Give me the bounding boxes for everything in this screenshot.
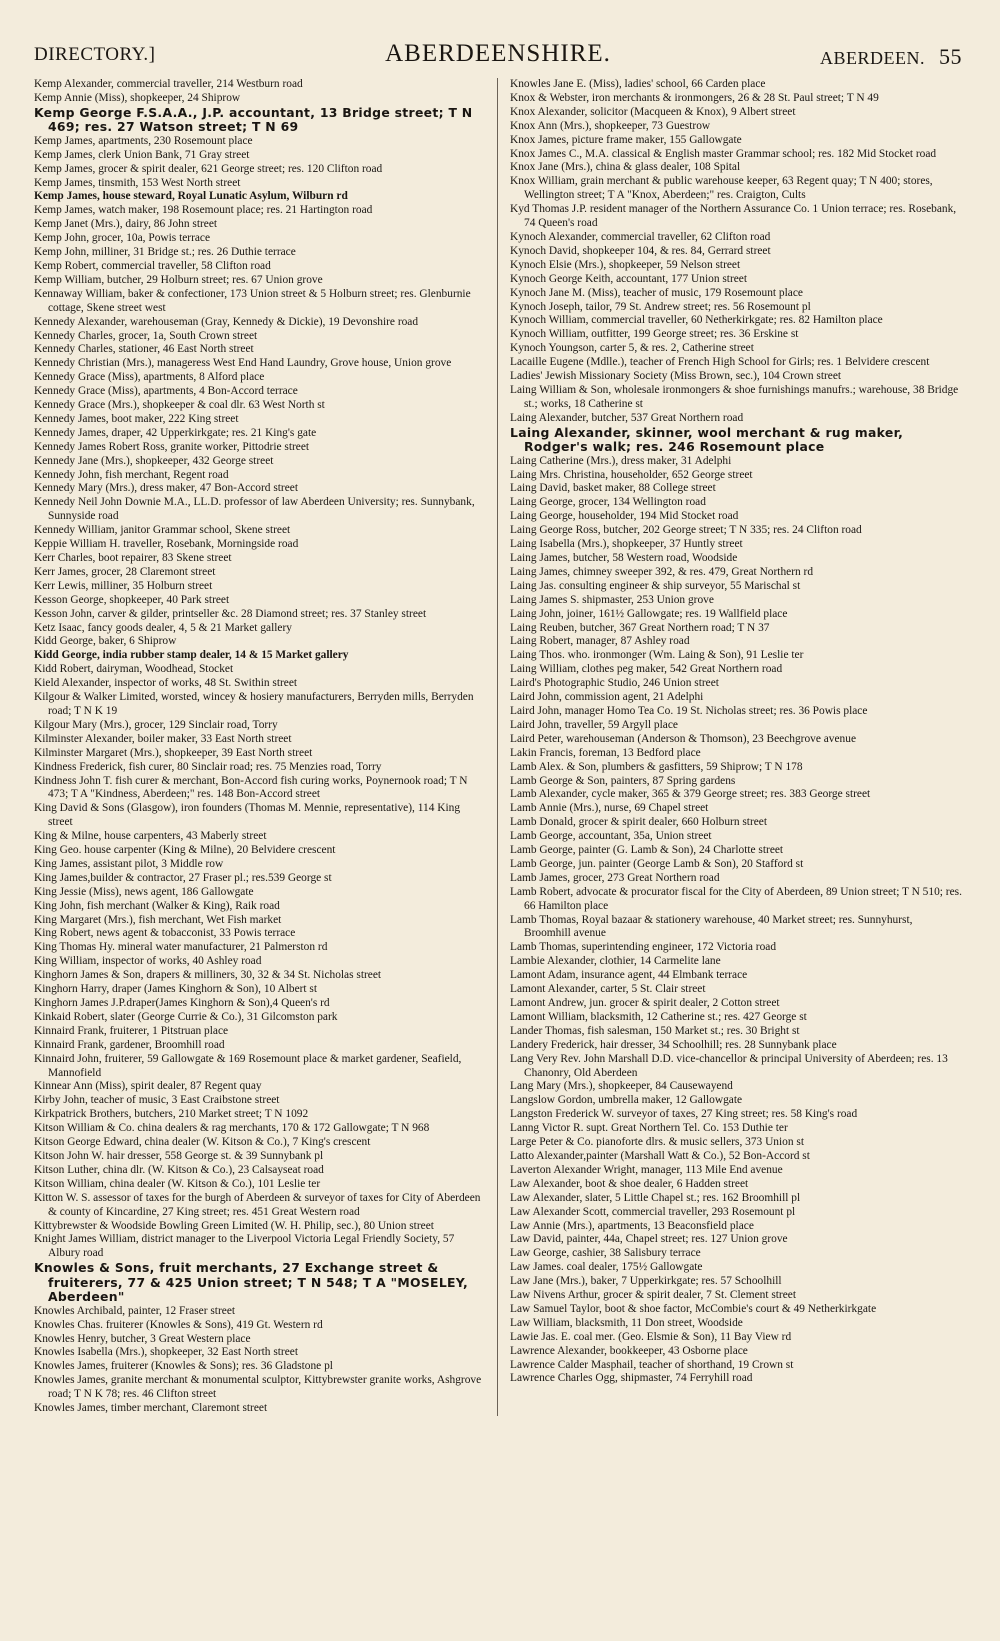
directory-entry: Lamont Adam, insurance agent, 44 Elmbank terrace [510,969,748,982]
directory-entry: Laing James, butcher, 58 Western road, Woodside [510,552,738,564]
directory-entry: Kennedy Grace (Miss), apartments, 8 Alford place [34,371,265,384]
directory-entry: Ladies' Jewish Missionary Society (Miss Brown, sec.), 104 Crown street [510,370,842,383]
header-county-title: ABERDEENSHIRE. [385,40,611,67]
directory-entry: Kennedy Jane (Mrs.), shopkeeper, 432 George street [34,454,274,467]
directory-entry: Kindness John T. fish curer & merchant, Bon-Accord fish curing works, Poynernook road; T N 473; T A "Kindness, Aberdeen;" res. 148 Bon-Accord street [34,774,468,801]
directory-entry: Kirkpatrick Brothers, butchers, 210 Market street; T N 1092 [34,1108,309,1121]
directory-entry: Laing David, basket maker, 88 College street [510,482,716,495]
directory-entry: Kemp John, milliner, 31 Bridge st.; res. 26 Duthie terrace [34,246,296,259]
directory-entry: Ketz Isaac, fancy goods dealer, 4, 5 & 21 Market gallery [34,621,292,634]
directory-entry: Lamb Annie (Mrs.), nurse, 69 Chapel street [510,802,709,815]
directory-entry: Kynoch Elsie (Mrs.), shopkeeper, 59 Nelson street [510,258,741,271]
directory-entry: Knox Alexander, solicitor (Macqueen & Knox), 9 Albert street [510,105,796,118]
directory-entry: Lawrence Charles Ogg, shipmaster, 74 Ferryhill road [510,1372,753,1385]
directory-entry: Lamb Robert, advocate & procurator fiscal for the City of Aberdeen, 89 Union street; T N 510; res. 66 Hamilton place [510,885,962,912]
directory-entry: Kemp William, butcher, 29 Holburn street; res. 67 Union grove [34,273,323,286]
directory-entry: Laing George Ross, butcher, 202 George street; T N 335; res. 24 Clifton road [510,524,862,537]
directory-entry: Kerr James, grocer, 28 Claremont street [34,565,216,578]
directory-entry: Kitson Luther, china dlr. (W. Kitson & Co.), 23 Calsayseat road [34,1163,324,1176]
directory-entry: King Jessie (Miss), news agent, 186 Gallowgate [34,885,254,898]
directory-entry: Kitton W. S. assessor of taxes for the burgh of Aberdeen & surveyor of taxes for City of Aberdeen & county of Kincardine, 27 King street; res. 451 Great Western road [34,1191,481,1218]
directory-entry: Lawrence Calder Masphail, teacher of shorthand, 19 Crown st [510,1358,794,1371]
directory-entry: Laird Peter, warehouseman (Anderson & Thomson), 23 Beechgrove avenue [510,732,857,745]
directory-entry: Knight James William, district manager to the Liverpool Victoria Legal Friendly Society, 57 Albury road [34,1233,455,1260]
directory-entry: Laing William, clothes peg maker, 542 Great Northern road [510,663,783,676]
directory-entry: Kilgour & Walker Limited, worsted, wincey & hosiery manufacturers, Berryden mills, Berryden road; T N K 19 [34,691,474,717]
directory-entry: Lang Mary (Mrs.), shopkeeper, 84 Causewayend [510,1080,733,1093]
directory-entry: Kitson John W. hair dresser, 558 George st. & 39 Sunnybank pl [34,1149,324,1162]
directory-entry: Law Jane (Mrs.), baker, 7 Upperkirkgate; res. 57 Schoolhill [510,1275,782,1288]
directory-entry: Lamb Alexander, cycle maker, 365 & 379 George street; res. 383 George street [510,788,871,801]
directory-entry: Kittybrewster & Woodside Bowling Green Limited (W. H. Philip, sec.), 80 Union street [34,1219,434,1232]
directory-entry: Lamb Donald, grocer & spirit dealer, 660 Holburn street [510,816,768,829]
directory-entry: Laird John, traveller, 59 Argyll place [510,718,678,731]
directory-entry: Kennedy Grace (Mrs.), shopkeeper & coal dlr. 63 West North st [34,399,325,412]
directory-entry: Kitson George Edward, china dealer (W. Kitson & Co.), 7 King's crescent [34,1136,371,1149]
directory-entry: Latto Alexander,painter (Marshall Watt & Co.), 52 Bon-Accord st [510,1149,810,1162]
directory-entry: Lamb George, jun. painter (George Lamb & Son), 20 Stafford st [510,857,804,870]
directory-entry: Kinghorn James & Son, drapers & milliners, 30, 32 & 34 St. Nicholas street [34,969,382,982]
directory-entry: Kemp James, grocer & spirit dealer, 621 George street; res. 120 Clifton road [34,162,383,175]
directory-entry: Kennedy James Robert Ross, granite worker, Pittodrie street [34,440,310,453]
directory-entry: Knowles & Sons, fruit merchants, 27 Exchange street & fruiterers, 77 & 425 Union street; T N 548; T A "MOSELEY, Aberdeen" [34,1260,468,1305]
directory-entry: King James, assistant pilot, 3 Middle row [34,857,224,870]
directory-entry: Lambie Alexander, clothier, 14 Carmelite lane [510,955,721,968]
directory-entry: Law William, blacksmith, 11 Don street, Woodside [510,1316,743,1329]
directory-entry: Kindness Frederick, fish curer, 80 Sinclair road; res. 75 Menzies road, Torry [34,760,382,773]
directory-entry: Law Alexander, slater, 5 Little Chapel st.; res. 162 Broomhill pl [510,1191,801,1204]
directory-entry: Lawie Jas. E. coal mer. (Geo. Elsmie & Son), 11 Bay View rd [510,1330,792,1343]
directory-entry: Laing Isabella (Mrs.), shopkeeper, 37 Huntly street [510,538,743,551]
directory-entry: Langslow Gordon, umbrella maker, 12 Gallowgate [510,1094,743,1107]
directory-entry: Knox James C., M.A. classical & English master Grammar school; res. 182 Mid Stocket road [510,147,937,160]
directory-entry: Kirby John, teacher of music, 3 East Craibstone street [34,1094,280,1107]
directory-entry: Kinkaid Robert, slater (George Currie & Co.), 31 Gilcomston park [34,1010,338,1023]
right-column [498,78,962,1416]
directory-entry: Knox James, picture frame maker, 155 Gallowgate [510,133,742,146]
directory-entry: Kemp Robert, commercial traveller, 58 Clifton road [34,259,271,272]
directory-entry: Kynoch Jane M. (Miss), teacher of music, 179 Rosemount place [510,286,803,299]
directory-entry: Knowles Isabella (Mrs.), shopkeeper, 32 East North street [34,1346,298,1359]
directory-entry: King John, fish merchant (Walker & King), Raik road [34,899,280,912]
directory-entry: Law Nivens Arthur, grocer & spirit dealer, 7 St. Clement street [510,1289,796,1302]
directory-entry: Lander Thomas, fish salesman, 150 Market st.; res. 30 Bright st [510,1024,800,1037]
directory-entry: Kidd George, india rubber stamp dealer, 14 & 15 Market gallery [34,649,349,662]
directory-entry: Knowles Jane E. (Miss), ladies' school, 66 Carden place [510,78,766,90]
directory-entry: Kilminster Alexander, boiler maker, 33 East North street [34,732,292,745]
directory-entry: Kynoch Joseph, tailor, 79 St. Andrew street; res. 56 Rosemount pl [510,300,811,313]
directory-entry: Lanng Victor R. supt. Great Northern Tel. Co. 153 Duthie ter [510,1122,788,1135]
directory-entry: Kynoch David, shopkeeper 104, & res. 84, Gerrard street [510,244,771,257]
directory-entry: Kinnaird John, fruiterer, 59 Gallowgate & 169 Rosemount place & market gardener, Seafield, Mannofield [34,1052,462,1079]
directory-entry: Kidd George, baker, 6 Shiprow [34,635,177,648]
directory-entry: Lamb George, accountant, 35a, Union street [510,830,712,843]
directory-entry: Lamont William, blacksmith, 12 Catherine st.; res. 427 George st [510,1010,807,1023]
directory-entry: Knowles Henry, butcher, 3 Great Western place [34,1332,251,1345]
directory-entry: Kennedy Christian (Mrs.), manageress West End Hand Laundry, Grove house, Union grove [34,357,452,370]
directory-entry: Laing Alexander, butcher, 537 Great Northern road [510,411,744,424]
directory-entry: Kynoch Alexander, commercial traveller, 62 Clifton road [510,230,771,243]
directory-entry: Knox Ann (Mrs.), shopkeeper, 73 Guestrow [510,119,711,132]
directory-entry: Kemp James, house steward, Royal Lunatic Asylum, Wilburn rd [34,190,348,203]
directory-entry: Laing George, householder, 194 Mid Stocket road [510,510,739,523]
directory-entry: Langston Frederick W. surveyor of taxes, 27 King street; res. 58 King's road [510,1108,858,1121]
directory-entry: Law Samuel Taylor, boot & shoe factor, McCombie's court & 49 Netherkirkgate [510,1302,877,1315]
directory-entry: Lang Very Rev. John Marshall D.D. vice-chancellor & principal University of Aberdeen; res. 13 Chanonry, Old Aberdeen [510,1052,948,1079]
directory-entry: Kesson George, shopkeeper, 40 Park street [34,593,230,606]
directory-entry: Kitson William, china dealer (W. Kitson & Co.), 101 Leslie ter [34,1177,321,1190]
directory-entry: Laing James, chimney sweeper 392, & res. 479, Great Northern rd [510,565,814,578]
directory-entry: Lamont Alexander, carter, 5 St. Clair street [510,983,706,996]
directory-entry: King Robert, news agent & tobacconist, 33 Powis terrace [34,927,296,940]
directory-entry: Kynoch Youngson, carter 5, & res. 2, Catherine street [510,342,754,355]
directory-entry: Lamb George & Son, painters, 87 Spring gardens [510,774,736,787]
directory-entry: Lamb George, painter (G. Lamb & Son), 24 Charlotte street [510,844,784,857]
directory-entry: Law Annie (Mrs.), apartments, 13 Beaconsfield place [510,1219,754,1232]
directory-entry: Law Alexander Scott, commercial traveller, 293 Rosemount pl [510,1205,796,1218]
directory-entry: Laird's Photographic Studio, 246 Union street [510,677,719,690]
header-section-title: DIRECTORY.] [34,44,156,65]
directory-entry: Kield Alexander, inspector of works, 48 St. Swithin street [34,677,298,690]
directory-entry: Kitson William & Co. china dealers & rag merchants, 170 & 172 Gallowgate; T N 968 [34,1122,430,1135]
directory-entry: Kennaway William, baker & confectioner, 173 Union street & 5 Holburn street; res. Glenburnie cottage, Skene street west [34,287,471,314]
directory-entry: Knowles James, granite merchant & monumental sculptor, Kittybrewster granite works, Ashgrove road; T N K 78; res. 46 Clifton street [34,1374,482,1401]
directory-entry: Laing William & Son, wholesale ironmongers & shoe furnishings manufrs.; warehouse, 38 Bridge st.; works, 18 Catherine st [510,383,959,410]
directory-entry: Kinnaird Frank, fruiterer, 1 Pitstruan place [34,1024,229,1037]
directory-entry: Kynoch George Keith, accountant, 177 Union street [510,272,748,285]
directory-entry: Law George, cashier, 38 Salisbury terrace [510,1247,701,1260]
directory-entry: Kemp James, watch maker, 198 Rosemount place; res. 21 Hartington road [34,204,373,217]
directory-entry: Kemp Annie (Miss), shopkeeper, 24 Shiprow [34,91,241,104]
directory-entry: Kidd Robert, dairyman, Woodhead, Stocket [34,663,234,676]
directory-entry: Kennedy James, draper, 42 Upperkirkgate; res. 21 King's gate [34,426,317,439]
page-header [34,20,962,78]
directory-entry: Kinghorn James J.P.draper(James Kinghorn & Son),4 Queen's rd [34,997,330,1009]
directory-entry: Kinghorn Harry, draper (James Kinghorn & Son), 10 Albert st [34,983,318,996]
directory-entry: Kyd Thomas J.P. resident manager of the Northern Assurance Co. 1 Union terrace; res. Rosebank, 74 Queen's road [510,203,957,230]
directory-entry: Laing John, joiner, 161½ Gallowgate; res. 19 Wallfield place [510,607,788,620]
directory-entry: Knox William, grain merchant & public warehouse keeper, 63 Regent quay; T N 400; stores, Wellington street; T A "Knox, Aberdeen;" res. Craigton, Cults [510,175,933,202]
directory-entry: King Margaret (Mrs.), fish merchant, Wet Fish market [34,913,282,926]
directory-entry: Law Alexander, boot & shoe dealer, 6 Hadden street [510,1177,749,1190]
directory-entry: Kemp George F.S.A.A., J.P. accountant, 13 Bridge street; T N 469; res. 27 Watson street; T N 69 [34,104,473,135]
directory-entry: Laird John, commission agent, 21 Adelphi [510,691,704,704]
directory-entry: Laing Catherine (Mrs.), dress maker, 31 Adelphi [510,454,732,467]
directory-entry: Knowles James, fruiterer (Knowles & Sons); res. 36 Gladstone pl [34,1360,333,1373]
directory-entry: Laing James S. shipmaster, 253 Union grove [510,593,714,606]
directory-entry: Lamont Andrew, jun. grocer & spirit dealer, 2 Cotton street [510,997,780,1009]
directory-entry: King David & Sons (Glasgow), iron founders (Thomas M. Mennie, representative), 114 King street [34,802,461,829]
directory-entry: Kennedy Charles, grocer, 1a, South Crown street [34,329,258,342]
directory-entry: Laing Jas. consulting engineer & ship surveyor, 55 Marischal st [510,579,801,592]
directory-entry: Kynoch William, outfitter, 199 George street; res. 36 Erskine st [510,328,799,341]
directory-entry: King William, inspector of works, 40 Ashley road [34,955,262,968]
directory-entry: Kynoch William, commercial traveller, 60 Netherkirkgate; res. 82 Hamilton place [510,314,883,327]
directory-entry: Kemp Alexander, commercial traveller, 214 Westburn road [34,78,303,90]
directory-entry: Laing George, grocer, 134 Wellington road [510,496,706,509]
directory-entry: Laverton Alexander Wright, manager, 113 Mile End avenue [510,1163,783,1176]
directory-entry: Keppie William H. traveller, Rosebank, Morningside road [34,538,299,551]
directory-entry: Kemp James, tinsmith, 153 West North street [34,176,241,189]
directory-entry: Lamb James, grocer, 273 Great Northern road [510,871,720,884]
directory-entry: King Geo. house carpenter (King & Milne), 20 Belvidere crescent [34,844,336,857]
directory-entry: Lakin Francis, foreman, 13 Bedford place [510,746,701,759]
directory-entry: Landery Frederick, hair dresser, 34 Schoolhill; res. 28 Sunnybank place [510,1038,837,1051]
directory-entry: Kennedy Mary (Mrs.), dress maker, 47 Bon-Accord street [34,482,298,495]
directory-entry: Lamb Thomas, superintending engineer, 172 Victoria road [510,941,777,954]
directory-entry: King & Milne, house carpenters, 43 Maberly street [34,830,267,843]
directory-entry: Kerr Charles, boot repairer, 83 Skene street [34,552,232,564]
directory-entry: Kemp James, clerk Union Bank, 71 Gray street [34,148,250,161]
directory-entry: Kemp Janet (Mrs.), dairy, 86 John street [34,218,218,231]
header-town: ABERDEEN. [820,48,925,68]
directory-entry: Laird John, manager Homo Tea Co. 19 St. Nicholas street; res. 36 Powis place [510,704,868,717]
directory-entry: Kinnear Ann (Miss), spirit dealer, 87 Regent quay [34,1080,262,1093]
directory-entry: Laing Alexander, skinner, wool merchant & rug maker, Rodger's walk; res. 246 Rosemount place [510,424,904,455]
directory-entry: Knox Jane (Mrs.), china & glass dealer, 108 Spital [510,161,741,174]
directory-entry: Law David, painter, 44a, Chapel street; res. 127 Union grove [510,1233,788,1246]
directory-entry: Laing Thos. who. ironmonger (Wm. Laing & Son), 91 Leslie ter [510,649,804,662]
directory-entry: Knowles Chas. fruiterer (Knowles & Sons), 419 Gt. Western rd [34,1318,323,1331]
directory-entry: Laing Reuben, butcher, 367 Great Northern road; T N 37 [510,621,770,634]
directory-entry: Lacaille Eugene (Mdlle.), teacher of French High School for Girls; res. 1 Belvidere crescent [510,356,930,369]
directory-entry: Knowles James, timber merchant, Claremont street [34,1402,268,1415]
directory-entry: Kesson John, carver & gilder, printseller &c. 28 Diamond street; res. 37 Stanley street [34,607,427,620]
directory-entry: Kennedy Grace (Miss), apartments, 4 Bon-Accord terrace [34,385,298,398]
directory-entry: Kennedy Alexander, warehouseman (Gray, Kennedy & Dickie), 19 Devonshire road [34,315,419,328]
header-town-and-page [820,44,962,70]
directory-entry: Laing Robert, manager, 87 Ashley road [510,635,690,648]
directory-entry: Kennedy Neil John Downie M.A., LL.D. professor of law Aberdeen University; res. Sunnybank, Sunnyside road [34,496,475,523]
directory-entry: Laing Mrs. Christina, householder, 652 George street [510,468,753,481]
directory-columns [34,78,962,1416]
directory-entry: Knox & Webster, iron merchants & ironmongers, 26 & 28 St. Paul street; T N 49 [510,91,879,104]
directory-entry: Lamb Alex. & Son, plumbers & gasfitters, 59 Shiprow; T N 178 [510,760,803,773]
directory-entry: Kennedy Charles, stationer, 46 East North street [34,343,254,356]
directory-entry: Kilgour Mary (Mrs.), grocer, 129 Sinclair road, Torry [34,718,278,731]
directory-entry: Lamb Thomas, Royal bazaar & stationery warehouse, 40 Market street; res. Sunnyhurst, Broomhill avenue [510,913,913,940]
directory-entry: Lawrence Alexander, bookkeeper, 43 Osborne place [510,1344,748,1357]
left-column [34,78,498,1416]
directory-entry: Kilminster Margaret (Mrs.), shopkeeper, 39 East North street [34,746,313,759]
page-number: 55 [939,44,962,69]
directory-entry: Kinnaird Frank, gardener, Broomhill road [34,1038,225,1051]
directory-entry: King Thomas Hy. mineral water manufacturer, 21 Palmerston rd [34,941,328,954]
directory-entry: King James,builder & contractor, 27 Fraser pl.; res.539 George st [34,871,332,884]
directory-entry: Kennedy James, boot maker, 222 King street [34,412,239,425]
directory-entry: Knowles Archibald, painter, 12 Fraser street [34,1304,236,1317]
directory-entry: Kennedy William, janitor Grammar school, Skene street [34,524,291,537]
directory-entry: Kemp John, grocer, 10a, Powis terrace [34,232,211,245]
directory-entry: Kemp James, apartments, 230 Rosemount place [34,134,253,147]
directory-entry: Law James. coal dealer, 175½ Gallowgate [510,1261,703,1274]
directory-entry: Kerr Lewis, milliner, 35 Holburn street [34,579,213,592]
directory-entry: Large Peter & Co. pianoforte dlrs. & music sellers, 373 Union st [510,1136,804,1149]
directory-entry: Kennedy John, fish merchant, Regent road [34,468,229,481]
